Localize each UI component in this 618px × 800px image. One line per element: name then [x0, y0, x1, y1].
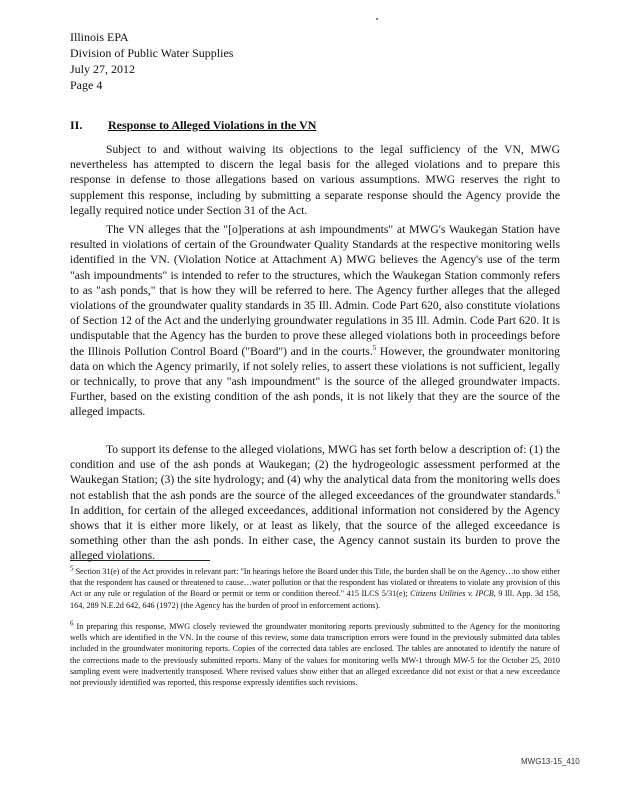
footnote-5-text-b: , 9 Ill. App. 3d 158, 164, 289 N.E.2d 642, 646 (1972) (the Agency has the burden of proof in enforcement actions). [70, 589, 560, 610]
paragraph-1-text: Subject to and without waiving its objections to the legal sufficiency of the VN, MWG nevertheless has attempted to discern the legal basis for the alleged violations and to prepare this response in defense to those allegations based on various assumptions. MWG reserves the right to supplement this response, including by submitting a separate response should the Agency provide the legally required notice under Section 31 of the Act. [70, 143, 560, 217]
paragraph-3 [70, 442, 560, 564]
section-heading [70, 118, 316, 133]
page-number: Page 4 [70, 78, 103, 92]
section-number: II. [70, 118, 83, 132]
footnote-5-case-name: Citizens Utilities v. IPCB [410, 589, 494, 599]
paragraph-2 [70, 222, 560, 420]
scan-speck [376, 18, 378, 20]
letter-header [70, 29, 233, 93]
footnote-6-text: In preparing this response, MWG closely reviewed the groundwater monitoring reports previously submitted to the Agency for the monitoring wells which are identified in the VN. In the course of this review, some data transcription errors were found in the previously submitted data tables included in the groundwater monitoring reports. Copies of the corrected data tables are enclosed. The tables are annotated to identify the nature of the corrections made to the previously submitted reports. Many of the values for monitoring wells MW-1 through MW-5 for the October 25, 2010 sampling event were inadvertently transposed. Where revised values show either that an alleged exceedance did not exist or that a new exceedance not previously identified was reported, this response expressly identifies such revisions. [70, 622, 560, 688]
footnote-6-number: 6 [70, 619, 74, 628]
footnote-5-text-a: Section 31(e) of the Act provides in relevant part: "In hearings before the Board under this Title, the burden shall be on the Agency…to show either that the respondent has caused or threatened to cause…water pollution or that the respondent has violated or threatens to violate any provision of this Act or any rule or regulation of the Board or permit or term or condition thereof." 415 ILCS 5/31(e); [70, 567, 560, 599]
recipient-agency: Illinois EPA [70, 30, 129, 44]
paragraph-2-text-b: However, the groundwater monitoring data on which the Agency primarily, if not solely relies, to assert these violations is not sufficient, legally or technically, to prove that any "ash impoundment" is the source of the alleged groundwater impacts. Further, based on the existing condition of the ash ponds, it is not likely that they are the source of the alleged impacts. [70, 344, 560, 419]
bates-number: MWG13-15_410 [521, 757, 580, 766]
footnote-ref-6: 6 [556, 487, 560, 496]
paragraph-3-text-b: In addition, for certain of the alleged exceedances, additional information not considered by the Agency shows that it is either more likely, or at least as likely, that the source of the alleged exceedance is something other than the ash ponds. In either case, the Agency cannot sustain its burden to prove the alleged violations. [70, 503, 560, 563]
letter-date: July 27, 2012 [70, 62, 136, 76]
footnote-5 [70, 566, 560, 611]
paragraph-3-text-a: To support its defense to the alleged violations, MWG has set forth below a description of: (1) the condition and use of the ash ponds at Waukegan; (2) the hydrogeologic assessment performed at the Waukegan Station; (3) the site hydrology; and (4) why the analytical data from the monitoring wells does not establish that the ash ponds are the source of the alleged exceedances of the groundwater standards. [70, 443, 560, 502]
footnote-6 [70, 621, 560, 688]
footnote-separator [70, 560, 210, 561]
paragraph-2-text-a: The VN alleges that the "[o]perations at ash impoundments" at MWG's Waukegan Station have resulted in violations of certain of the Groundwater Quality Standards at the respective monitoring wells identified in the VN. (Violation Notice at Attachment A) MWG believes the Agency's use of the term "ash impoundments" is intended to refer to the structures, which the Waukegan Station commonly refers to as "ash ponds," that is how they will be referred to here. The Agency further alleges that the alleged violations of the groundwater quality standards in 35 Ill. Admin. Code Part 620, also constitute violations of Section 12 of the Act and the underlying groundwater regulations in 35 Ill. Admin. Code Part 620. It is undisputable that the Agency has the burden to prove these alleged violations both in proceedings before the Illinois Pollution Control Board ("Board") and in the courts. [70, 223, 560, 358]
footnote-5-number: 5 [70, 564, 74, 573]
recipient-division: Division of Public Water Supplies [70, 46, 234, 60]
section-title: Response to Alleged Violations in the VN [108, 118, 317, 132]
footnote-ref-5: 5 [372, 343, 377, 352]
paragraph-1 [70, 142, 560, 218]
